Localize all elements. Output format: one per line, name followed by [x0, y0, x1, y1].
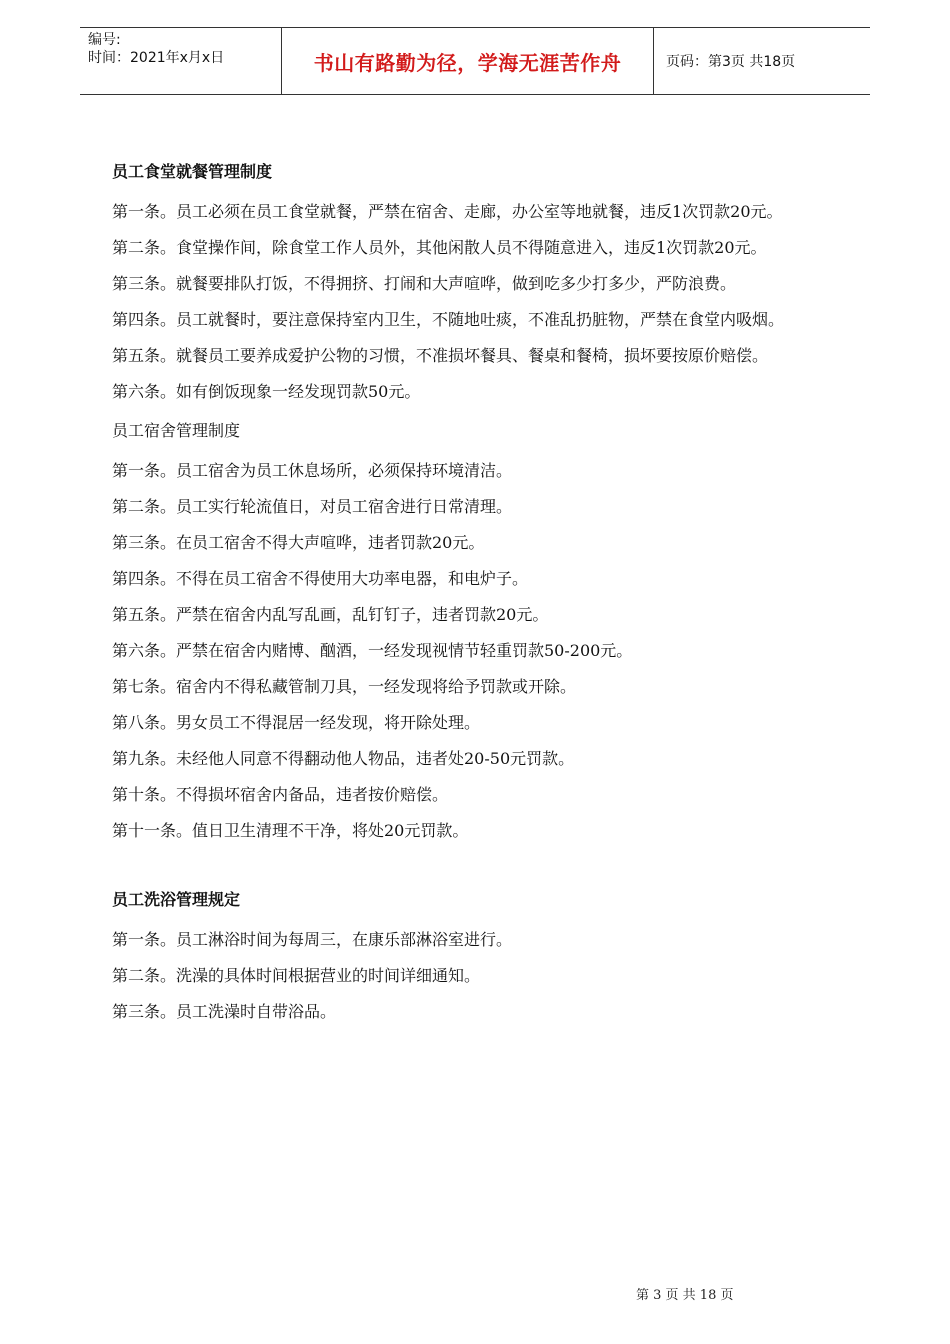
canteen-rule-1: 第一条。员工必须在员工食堂就餐，严禁在宿舍、走廊，办公室等地就餐，违反1次罚款20元。: [112, 202, 783, 221]
document-time: 时间：2021年x月x日: [88, 50, 225, 66]
page-footer: 第 3 页 共 18 页: [636, 1288, 734, 1303]
dormitory-rule-7: 第七条。宿舍内不得私藏管制刀具，一经发现将给予罚款或开除。: [112, 677, 577, 696]
canteen-rule-3: 第三条。就餐要排队打饭，不得拥挤、打闹和大声喧哗，做到吃多少打多少，严防浪费。: [112, 274, 737, 293]
canteen-rule-2: 第二条。食堂操作间，除食堂工作人员外，其他闲散人员不得随意进入，违反1次罚款20元。: [112, 238, 767, 257]
document-header: [80, 27, 870, 95]
bathing-rule-2: 第二条。洗澡的具体时间根据营业的时间详细通知。: [112, 966, 481, 985]
bathing-rule-1: 第一条。员工淋浴时间为每周三，在康乐部淋浴室进行。: [112, 930, 513, 949]
section-title-dormitory: 员工宿舍管理制度: [112, 421, 241, 440]
dormitory-rule-1: 第一条。员工宿舍为员工休息场所，必须保持环境清洁。: [112, 461, 513, 480]
dormitory-rule-6: 第六条。严禁在宿舍内赌博、酗酒，一经发现视情节轻重罚款50-200元。: [112, 641, 633, 660]
document-body: [72, 154, 892, 1033]
dormitory-rule-3: 第三条。在员工宿舍不得大声喧哗，违者罚款20元。: [112, 533, 485, 552]
header-page-info: 页码：第3页 共18页: [666, 54, 796, 70]
dormitory-rule-2: 第二条。员工实行轮流值日，对员工宿舍进行日常清理。: [112, 497, 513, 516]
section-title-canteen: 员工食堂就餐管理制度: [112, 162, 273, 181]
header-meta: [80, 28, 282, 94]
dormitory-rule-9: 第九条。未经他人同意不得翻动他人物品，违者处20-50元罚款。: [112, 749, 575, 768]
canteen-rule-4: 第四条。员工就餐时，要注意保持室内卫生，不随地吐痰，不准乱扔脏物，严禁在食堂内吸烟。: [112, 310, 785, 329]
canteen-rule-5: 第五条。就餐员工要养成爱护公物的习惯，不准损坏餐具、餐桌和餐椅，损坏要按原价赔偿。: [112, 346, 769, 365]
dormitory-rule-10: 第十条。不得损坏宿舍内备品，违者按价赔偿。: [112, 785, 449, 804]
dormitory-rule-4: 第四条。不得在员工宿舍不得使用大功率电器，和电炉子。: [112, 569, 529, 588]
dormitory-rule-5: 第五条。严禁在宿舍内乱写乱画，乱钉钉子，违者罚款20元。: [112, 605, 549, 624]
bathing-rule-3: 第三条。员工洗澡时自带浴品。: [112, 1002, 337, 1021]
dormitory-rule-8: 第八条。男女员工不得混居一经发现，将开除处理。: [112, 713, 481, 732]
header-motto: 书山有路勤为径，学海无涯苦作舟: [282, 28, 654, 94]
section-title-bathing: 员工洗浴管理规定: [112, 890, 241, 909]
canteen-rule-6: 第六条。如有倒饭现象一经发现罚款50元。: [112, 382, 421, 401]
dormitory-rule-11: 第十一条。值日卫生清理不干净，将处20元罚款。: [112, 821, 469, 840]
document-number-label: 编号:: [88, 32, 121, 48]
